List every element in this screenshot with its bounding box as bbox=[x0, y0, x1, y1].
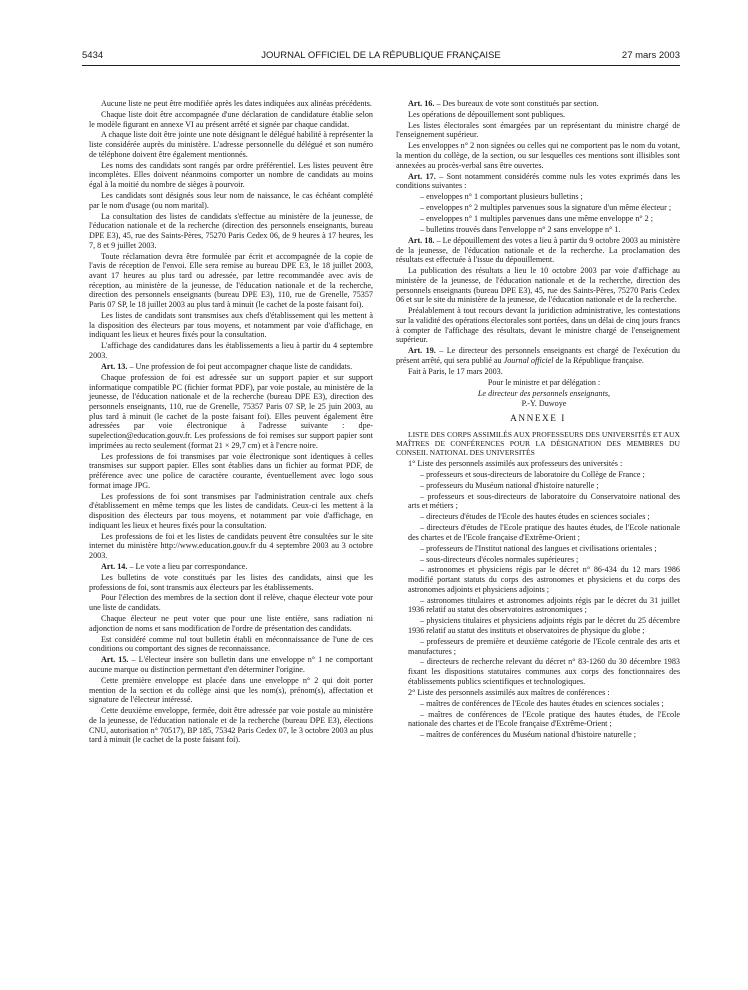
paragraph: Les listes de candidats sont transmises aux chefs d'établissement qui les mettent à la disposition des électeurs par tous moyens, et notamment par voie d'affichage, en indiquant les lieux et heures fixés pour la consultation. bbox=[89, 311, 373, 340]
signature-title: Le directeur des personnels enseignants, bbox=[477, 388, 611, 398]
paragraph: Est considéré comme nul tout bulletin établi en méconnaissance de l'une de ces conditions ou comportant des signes de reconnaissance. bbox=[89, 634, 373, 654]
list-item: – physiciens titulaires et physiciens adjoints régis par le décret du 25 décembre 1936 relatif au statut des instituts et observatoires de physique du globe ; bbox=[408, 616, 680, 635]
paragraph: Les professions de foi et les listes de candidats peuvent être consultées sur le site internet du ministère http://www.education.gouv.fr du 4 septembre 2003 au 3 octobre 2003. bbox=[89, 531, 373, 561]
article-14 bbox=[89, 562, 373, 572]
art17-list bbox=[396, 192, 680, 234]
paragraph: Les professions de foi transmises par voie électronique sont identiques à celles transmises sur support papier. Elles sont établies dans un fichier au format PDF, de préférence avec une police de caractère courante, éventuellement avec logo sous format image JPG. bbox=[89, 451, 373, 490]
article-label: Art. 16. bbox=[408, 99, 435, 108]
article-text: – Une profession de foi peut accompagner chaque liste de candidats. bbox=[127, 361, 353, 371]
list-item: – maîtres de conférences de l'Ecole pratique des hautes études, de l'Ecole nationale des chartes et de l'Ecole française d'Extrême-Orient ; bbox=[408, 709, 680, 729]
article-text: – Sont notamment considérés comme nuls les votes exprimés dans les conditions suivantes : bbox=[396, 171, 680, 191]
list-item: – directeurs d'études de l'Ecole pratique des hautes études, de l'Ecole nationale des chartes et de l'Ecole française d'Extrême-Orient ; bbox=[408, 523, 680, 542]
list-item: – astronomes et physiciens régis par le décret n° 86-434 du 12 mars 1986 modifié portant statuts du corps des astronomes et physiciens et du corps des astronomes adjoints et physiciens adjoints ; bbox=[408, 565, 680, 594]
signature-line-2 bbox=[396, 389, 680, 399]
article-label: Art. 15. bbox=[101, 655, 129, 665]
article-15 bbox=[89, 655, 373, 674]
paragraph: Les enveloppes n° 2 non signées ou celles qui ne comportent pas le nom du votant, la mention du collège, de la section, ou sur lesquelles ces mentions sont illisibles sont annexées au procès-verbal sans être ouvertes. bbox=[396, 141, 680, 170]
list1-intro: 1° Liste des personnels assimilés aux professeurs des universités : bbox=[408, 458, 623, 468]
signature-name: P.-Y. Duwoye bbox=[521, 399, 567, 409]
page-number: 5434 bbox=[82, 50, 104, 61]
article-label: Art. 13. bbox=[101, 361, 128, 371]
list-item: – enveloppes n° 1 comportant plusieurs bulletins ; bbox=[420, 192, 583, 202]
list1 bbox=[396, 470, 680, 687]
paragraph: Aucune liste ne peut être modifiée après les dates indiquées aux alinéas précédents. bbox=[101, 99, 372, 108]
article-text: – Le directeur des personnels enseignants est chargé de l'exécution du présent arrêté, qui sera publié au bbox=[396, 346, 680, 365]
page-header bbox=[82, 50, 680, 66]
article-16 bbox=[396, 99, 680, 109]
journal-officiel-italic: Journal officiel bbox=[503, 355, 554, 365]
article-label: Art. 14. bbox=[101, 561, 128, 571]
paragraph: L'affichage des candidatures dans les établissements a lieu à partir du 4 septembre 2003. bbox=[89, 341, 373, 361]
paragraph: La consultation des listes de candidats s'effectue au ministère de la jeunesse, de l'éducation nationale et de la recherche (direction des personnels enseignants, bureau DPE E3), 45, rue des Saints-Pères, 75270 Paris Cedex 06, de 9 heures à 17 heures, les 7, 8 et 9 juillet 2003. bbox=[89, 211, 373, 250]
article-text: – Le dépouillement des votes a lieu à partir du 9 octobre 2003 au ministère de la jeunesse, de l'éducation nationale et de la recherche. La proclamation des résultats est effectuée à l'issue du dépouillement. bbox=[396, 235, 680, 265]
paragraph: Préalablement à tout recours devant la juridiction administrative, les contestations sur la validité des opérations électorales sont portées, dans un délai de cinq jours francs à compter de l'affichage des résultats, devant le ministre chargé de l'enseignement supérieur. bbox=[396, 306, 680, 345]
list-item: – enveloppes n° 2 multiples parvenues sous la signature d'un même électeur ; bbox=[420, 203, 672, 213]
list-item: – directeurs de recherche relevant du décret n° 83-1260 du 30 décembre 1983 fixant les dispositions statutaires communes aux corps des fonctionnaires des établissements publics scientifiques et technologiques. bbox=[408, 657, 680, 686]
list-item: – professeurs du Muséum national d'histoire naturelle ; bbox=[420, 480, 599, 490]
right-column bbox=[396, 99, 680, 741]
article-19 bbox=[396, 346, 680, 365]
paragraph: La publication des résultats a lieu le 10 octobre 2003 par voie d'affichage au ministère de la jeunesse, de l'éducation nationale et de la recherche, direction des personnels enseignants (bureau DPE E3), 45, rue des Saints-Pères, 75270 Paris Cedex 06 et sur le site du ministère de la jeunesse, de l'éducation nationale et de la recherche. bbox=[396, 266, 680, 305]
left-column bbox=[89, 99, 373, 746]
list-item: – bulletins trouvés dans l'enveloppe n° 2 sans enveloppe n° 1. bbox=[420, 224, 621, 234]
paragraph: Pour l'élection des membres de la section dont il relève, chaque électeur vote pour une liste de candidats. bbox=[89, 593, 373, 613]
article-label: Art. 18. bbox=[408, 235, 435, 245]
paragraph: Les bulletins de vote constitués par les listes des candidats, ainsi que les professions de foi, sont transmis aux électeurs par les établissements. bbox=[89, 572, 373, 592]
fait-a-paris: Fait à Paris, le 17 mars 2003. bbox=[408, 366, 503, 376]
annexe-title: ANNEXE I bbox=[510, 414, 566, 425]
journal-title: JOURNAL OFFICIEL DE LA RÉPUBLIQUE FRANÇAISE bbox=[261, 50, 501, 61]
paragraph: Les listes électorales sont émargées par un représentant du ministre chargé de l'enseignement supérieur. bbox=[396, 120, 680, 140]
paragraph: Cette deuxième enveloppe, fermée, doit être adressée par voie postale au ministère de la jeunesse, de l'éducation nationale et de la recherche (bureau DPE E3), élections CNU, autorisation n° 70517), BP 185, 75342 Paris Cedex 07, le 3 octobre 2003 au plus tard à minuit (le cachet de la poste faisant foi). bbox=[89, 706, 373, 745]
article-label: Art. 19. bbox=[408, 346, 436, 356]
list-item: – maîtres de conférences de l'Ecole des hautes études en sciences sociales ; bbox=[420, 698, 664, 708]
paragraph: A chaque liste doit être jointe une note désignant le délégué habilité à représenter la liste considérée auprès du ministère. L'adresse personnelle du délégué et son numéro de téléphone doivent être également mentionnés. bbox=[89, 130, 373, 159]
list-item: – professeurs de première et deuxième catégorie de l'Ecole centrale des arts et manufactures ; bbox=[408, 636, 680, 656]
article-13 bbox=[89, 362, 373, 372]
list-item: – directeurs d'études de l'Ecole des hautes études en sciences sociales ; bbox=[420, 512, 650, 522]
list-item: – professeurs et sous-directeurs de laboratoire du Collège de France ; bbox=[420, 469, 645, 479]
list2 bbox=[396, 699, 680, 740]
issue-date: 27 mars 2003 bbox=[621, 50, 680, 61]
article-18 bbox=[396, 236, 680, 265]
article-text: de la République française. bbox=[553, 355, 644, 365]
article-text: – Le vote a lieu par correspondance. bbox=[127, 561, 248, 571]
list-item: – sous-directeurs d'écoles normales supérieures ; bbox=[420, 554, 579, 564]
list2-intro: 2° Liste des personnels assimilés aux maîtres de conférences : bbox=[408, 687, 610, 697]
header-rule bbox=[82, 65, 680, 66]
paragraph: Les candidats sont désignés sous leur nom de naissance, le cas échéant complété par le nom d'usage (ou nom marital). bbox=[89, 191, 373, 210]
paragraph: Toute réclamation devra être formulée par écrit et accompagnée de la copie de l'avis de réception de l'envoi. Elle sera remise au bureau DPE E3, le 18 juillet 2003, avant 17 heures au plus tard ou adressée, par lettre recommandée avec avis de réception, au ministère de la jeunesse, de l'éducation nationale et de la recherche, direction des personnels enseignants (bureau DPE E3), 110, rue de Grenelle, 75357 Paris 07 SP, le 18 juillet 2003 au plus tard à minuit (le cachet de la poste faisant foi). bbox=[89, 251, 373, 310]
list-item: – professeurs de l'Institut national des langues et civilisations orientales ; bbox=[420, 543, 657, 553]
paragraph: Les opérations de dépouillement sont publiques. bbox=[408, 109, 566, 119]
list-item: – maîtres de conférences du Muséum national d'histoire naturelle ; bbox=[420, 730, 637, 740]
paragraph: Les noms des candidats sont rangés par ordre préférentiel. Les listes peuvent être incomplètes. Elles doivent néanmoins comporter un nombre de candidats au moins égal à la moitié du nombre de sièges à pourvoir. bbox=[89, 160, 373, 190]
article-17 bbox=[396, 172, 680, 191]
signature-line-1: Pour le ministre et par délégation : bbox=[487, 377, 601, 387]
paragraph: Chaque profession de foi est adressée sur un support papier et sur support informatique compatible PC (fichier format PDF), par voie postale, au ministère de la jeunesse, de l'éducation nationale et de la recherche (bureau DPE E3), direction des personnels enseignants, 110, rue de Grenelle, 75357 Paris 07 SP, le 25 juin 2003, au plus tard à minuit (le cachet de la poste faisant foi). Elles peuvent également être adressées par voie électronique à l'adresse suivante : dpe-supelection@education.gouv.fr. Les professions de foi remises sur support papier sont imprimées au recto seulement (format 21 × 29,7 cm) et à l'encre noire. bbox=[89, 372, 373, 450]
list-item: – astronomes titulaires et astronomes adjoints régis par le décret du 31 juillet 1936 relatif au statut des observatoires astronomiques ; bbox=[408, 595, 680, 615]
paragraph: Chaque électeur ne peut voter que pour une liste entière, sans radiation ni adjonction de noms et sans modification de l'ordre de présentation des candidats. bbox=[89, 614, 373, 633]
annexe-heading: LISTE DES CORPS ASSIMILÉS AUX PROFESSEURS DES UNIVERSITÉS ET AUX MAÎTRES DE CONFÉRENCES POUR LA DÉSIGNATION DES MEMBRES DU CONSEIL NATIONAL DES UNIVERSITÉS bbox=[396, 429, 680, 458]
article-text: – Des bureaux de vote sont constitués par section. bbox=[434, 99, 599, 108]
article-text: – L'électeur insère son bulletin dans une enveloppe n° 1 ne comportant aucune marque ou distinction permettant d'en déterminer l'origine. bbox=[89, 655, 373, 674]
list-item: – professeurs et sous-directeurs de laboratoire du Conservatoire national des arts et métiers ; bbox=[408, 491, 680, 511]
paragraph: Les professions de foi sont transmises par l'administration centrale aux chefs d'établissement en même temps que les listes de candidats. Ceux-ci les mettent à la disposition des électeurs par tous moyens, et notamment par voie d'affichage, en indiquant les lieux et heures fixés pour la consultation. bbox=[89, 491, 373, 530]
list-item: – enveloppes n° 1 multiples parvenues dans une même enveloppe n° 2 ; bbox=[420, 214, 654, 224]
article-label: Art. 17. bbox=[408, 171, 436, 181]
paragraph: Cette première enveloppe est placée dans une enveloppe n° 2 qui doit porter mention de la section et du collège ainsi que les nom(s), prénom(s), affectation et signature de l'électeur intéressé. bbox=[89, 675, 373, 705]
paragraph: Chaque liste doit être accompagnée d'une déclaration de candidature établie selon le modèle figurant en annexe VI au présent arrêté et signée par chaque candidat. bbox=[89, 109, 373, 129]
